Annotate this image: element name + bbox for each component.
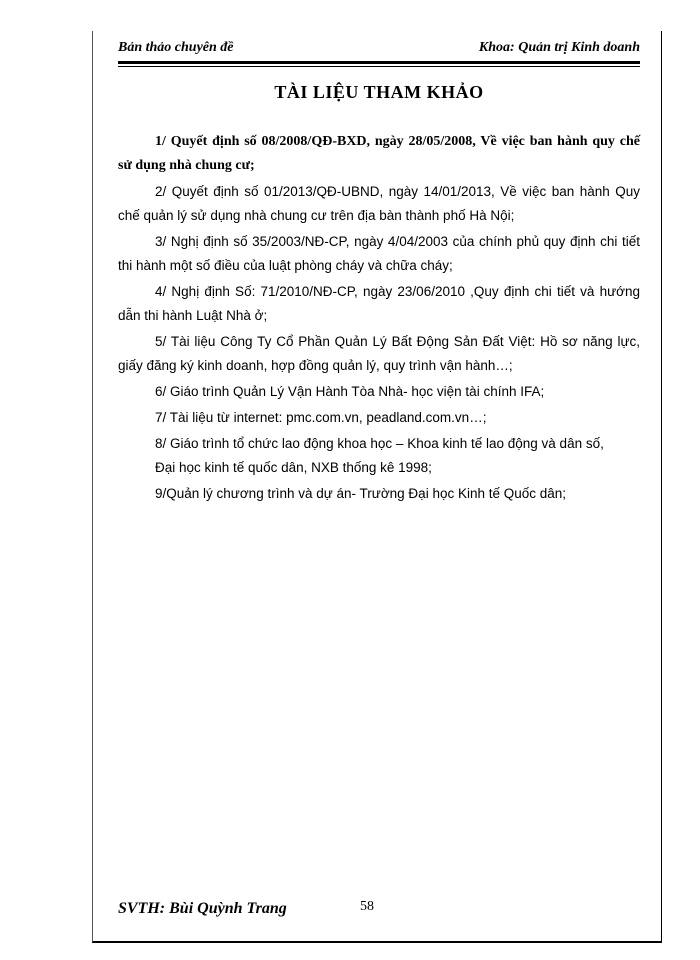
reference-item-4: 4/ Nghị định Số: 71/2010/NĐ-CP, ngày 23/06/2010 ,Quy định chi tiết và hướng dẫn thi hành Luật Nhà ở;	[118, 284, 640, 323]
reference-item-1: 1/ Quyết định số 08/2008/QĐ-BXD, ngày 28/05/2008, Về việc ban hành quy chế sử dụng nhà chung cư;	[118, 134, 640, 173]
reference-item-6: 6/ Giáo trình Quản Lý Vận Hành Tòa Nhà- học viện tài chính IFA;	[155, 384, 545, 399]
header-faculty: Khoa: Quản trị Kinh doanh	[478, 40, 640, 55]
reference-item-7: 7/ Tài liệu từ internet: pmc.com.vn, peadland.com.vn…;	[155, 410, 487, 425]
reference-item-8: 8/ Giáo trình tổ chức lao động khoa học – Khoa kinh tế lao động và dân số,	[155, 436, 604, 451]
reference-list	[118, 130, 640, 508]
reference-item-2: 2/ Quyết định số 01/2013/QĐ-UBND, ngày 14/01/2013, Về việc ban hành Quy chế quản lý sử dụng nhà chung cư trên địa bàn thành phố Hà Nội;	[118, 184, 640, 223]
footer-student-name: SVTH: Bùi Quỳnh Trang	[118, 900, 287, 917]
header-document-type: Bản thảo chuyên đề	[118, 40, 234, 55]
reference-item-3: 3/ Nghị định số 35/2003/NĐ-CP, ngày 4/04/2003 của chính phủ quy định chi tiết thi hành một số điều của luật phòng cháy và chữa cháy;	[118, 234, 640, 273]
header-rule-thin	[118, 66, 640, 67]
footer-page-number: 58	[360, 899, 374, 914]
reference-item-8-continued: Đại học kinh tế quốc dân, NXB thống kê 1998;	[155, 460, 432, 475]
header-rule-thick	[118, 61, 640, 64]
reference-item-5: 5/ Tài liệu Công Ty Cổ Phần Quản Lý Bất Động Sản Đất Việt: Hồ sơ năng lực, giấy đăng ký kinh doanh, hợp đồng quản lý, quy trình vận hành…;	[118, 334, 640, 373]
page-title: TÀI LIỆU THAM KHẢO	[274, 82, 484, 102]
reference-item-9: 9/Quản lý chương trình và dự án- Trường Đại học Kinh tế Quốc dân;	[155, 486, 567, 501]
